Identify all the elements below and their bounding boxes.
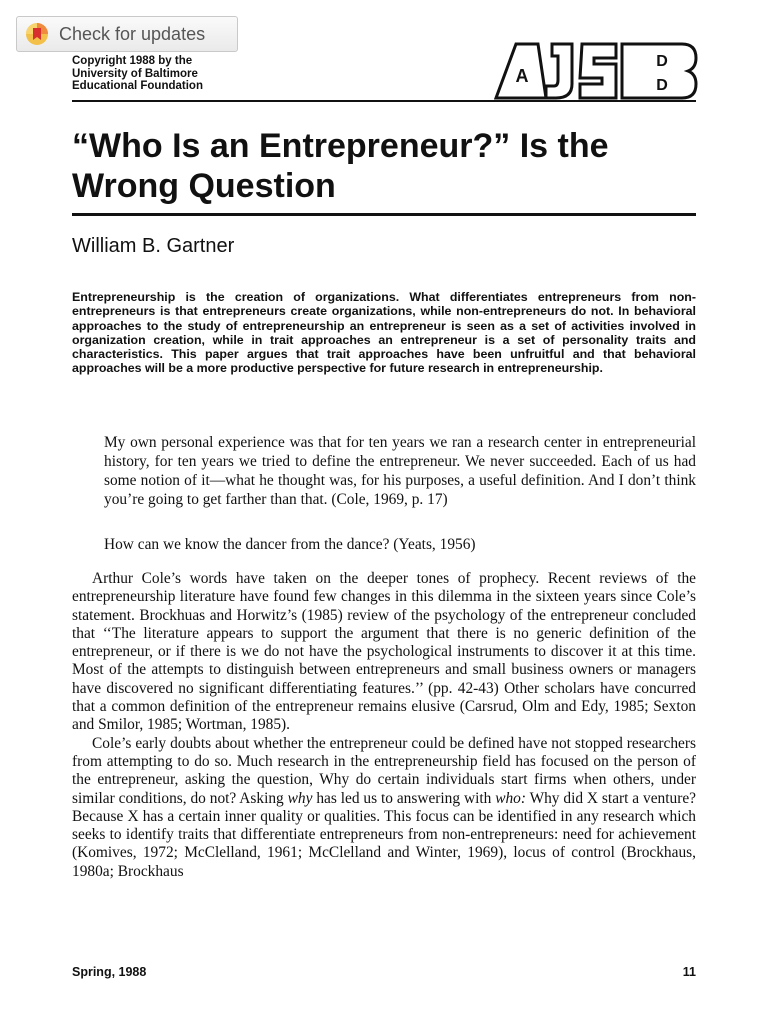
copyright-line: Educational Foundation bbox=[72, 80, 203, 92]
body-text bbox=[72, 570, 696, 881]
abstract: Entrepreneurship is the creation of organizations. What differentiates entrepreneurs from non-entrepreneurs is that entrepreneurs create organizations, while non-entrepreneurs do not. In behavioral approaches to the study of entrepreneurship an entrepreneur is seen as a set of activities involved in organization creation, while in trait approaches an entrepreneur is a set of personality traits and characteristics. This paper argues that trait approaches have been unfruitful and that behavioral approaches will be a more productive perspective for future research in entrepreneurship. bbox=[72, 290, 696, 376]
title-rule bbox=[72, 213, 696, 216]
check-for-updates-label: Check for updates bbox=[59, 23, 206, 44]
crossmark-update-icon bbox=[25, 22, 49, 46]
copyright-notice bbox=[72, 55, 203, 93]
svg-text:D: D bbox=[656, 53, 668, 70]
page-number: 11 bbox=[682, 965, 696, 979]
svg-text:A: A bbox=[515, 66, 529, 86]
issue-label: Spring, 1988 bbox=[72, 965, 147, 979]
epigraph-quote: My own personal experience was that for ten years we ran a research center in entrepreneurial history, for ten years we tried to define the entrepreneur. We never succeeded. Each of us had some notion of it—what he thought was, for his purposes, a useful definition. And I don’t think you’re going to get farther than that. (Cole, 1969, p. 17) bbox=[104, 434, 696, 508]
epigraph-quote: How can we know the dancer from the dance? (Yeats, 1956) bbox=[104, 536, 476, 553]
journal-logo bbox=[494, 40, 698, 102]
header-rule bbox=[72, 100, 696, 102]
article-title: “Who Is an Entrepreneur?” Is the Wrong Question bbox=[72, 127, 609, 205]
copyright-line: University of Baltimore bbox=[72, 67, 198, 80]
svg-text:D: D bbox=[656, 77, 668, 94]
author-name: William B. Gartner bbox=[72, 235, 235, 257]
paragraph: Cole’s early doubts about whether the entrepreneur could be defined have not stopped researchers from attempting to do so. Much research in the entrepreneurship field has focused on the person of the entrepreneur, asking the question, Why do certain individuals start firms when others, under similar conditions, do not? Asking why has led us to answering with who: Why did X start a venture? Because X has a certain inner quality or qualities. This focus can be identified in any research which seeks to identify traits that differentiate entrepreneurs from non-entrepreneurs: need for achievement (Komives, 1972; McClelland, 1961; McClelland and Winter, 1969), locus of control (Brockhaus, 1980a; Brockhaus bbox=[72, 734, 696, 880]
check-for-updates-button[interactable] bbox=[16, 16, 238, 52]
copyright-line: Copyright 1988 by the bbox=[72, 55, 193, 67]
paragraph: Arthur Cole’s words have taken on the deeper tones of prophecy. Recent reviews of the entrepreneurship literature have found few changes in this dilemma in the sixteen years since Cole’s statement. Brockhuas and Horwitz’s (1985) review of the psychology of the entrepreneur concluded that ‘‘The literature appears to support the argument that there is no generic definition of the entrepreneur, or if there is we do not have the psychological instruments to discover it at this time. Most of the attempts to distinguish between entrepreneurs and small business owners or managers have discovered no significant differentiating features.’’ (pp. 42-43) Other scholars have concurred that a common definition of the entrepreneur remains elusive (Carsrud, Olm and Edy, 1985; Sexton and Smilor, 1985; Wortman, 1985). bbox=[72, 570, 696, 734]
